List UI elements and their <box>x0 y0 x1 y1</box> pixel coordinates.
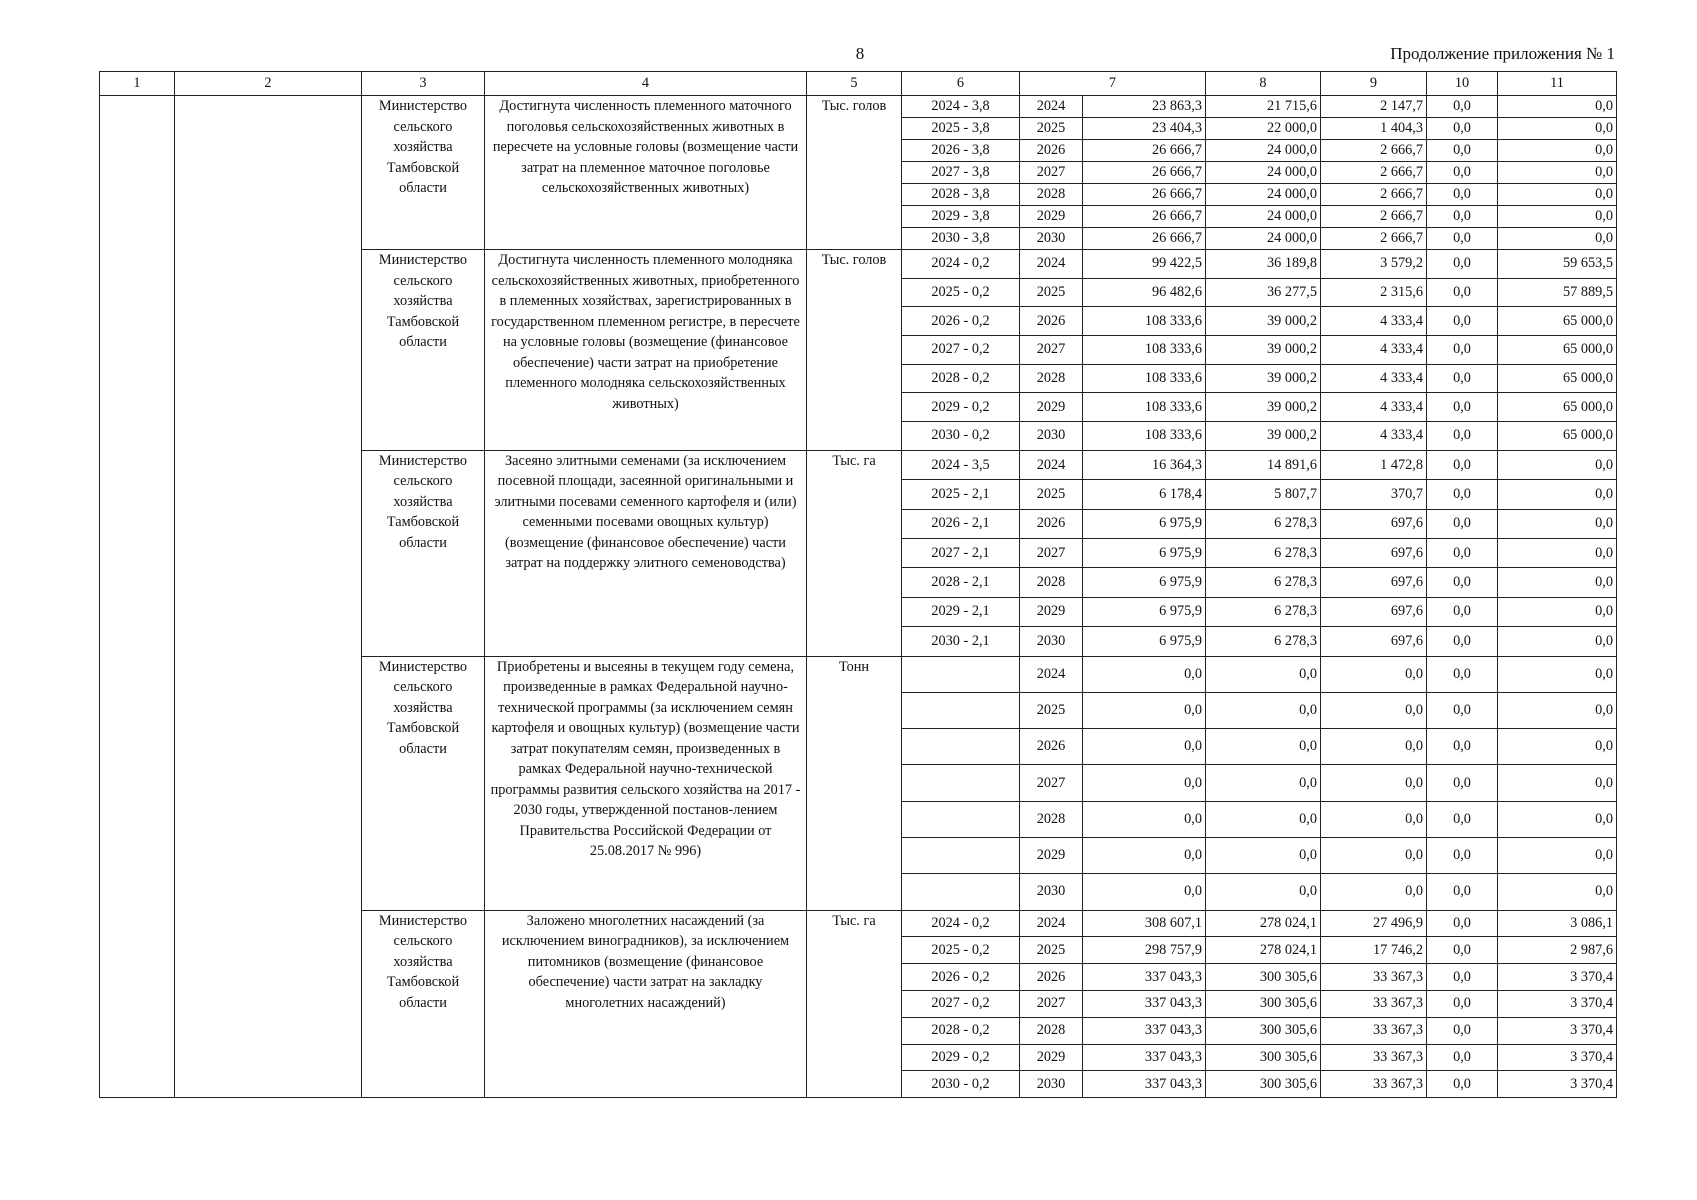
col-8-cell: 6 278,3 <box>1206 597 1321 626</box>
col-11-cell: 0,0 <box>1498 874 1617 910</box>
year-cell: 2029 <box>1020 1044 1083 1071</box>
col-10-cell: 0,0 <box>1427 140 1498 162</box>
col-10-cell: 0,0 <box>1427 964 1498 991</box>
total-cell: 0,0 <box>1083 874 1206 910</box>
col-8-cell: 6 278,3 <box>1206 509 1321 538</box>
total-cell: 337 043,3 <box>1083 964 1206 991</box>
year-cell: 2026 <box>1020 964 1083 991</box>
indicator-cell: 2027 - 3,8 <box>902 162 1020 184</box>
year-cell: 2028 <box>1020 801 1083 837</box>
col-9-cell: 33 367,3 <box>1321 1071 1427 1098</box>
indicator-cell: 2028 - 2,1 <box>902 568 1020 597</box>
total-cell: 16 364,3 <box>1083 450 1206 479</box>
col-9-cell: 0,0 <box>1321 765 1427 801</box>
year-cell: 2029 <box>1020 597 1083 626</box>
col-11-cell: 0,0 <box>1498 538 1617 567</box>
col-11-cell: 65 000,0 <box>1498 364 1617 393</box>
col-10-cell: 0,0 <box>1427 597 1498 626</box>
header-col-5: 5 <box>807 72 902 96</box>
indicator-cell: 2025 - 2,1 <box>902 480 1020 509</box>
col-11-cell: 0,0 <box>1498 184 1617 206</box>
col-9-cell: 0,0 <box>1321 656 1427 692</box>
total-cell: 0,0 <box>1083 801 1206 837</box>
description-cell: Приобретены и высеяны в текущем году семена, произведенные в рамках Федеральной научно-технической программы (за исключением семян картофеля и овощных культур) (возмещение части затрат покупателям семян, произведенных в рамках Федеральной научно-технической программы развития сельского хозяйства на 2017 - 2030 годы, утвержденной постанов-лением Правительства Российской Федерации от 25.08.2017 № 996) <box>485 656 807 910</box>
col-9-cell: 4 333,4 <box>1321 336 1427 365</box>
col-8-cell: 6 278,3 <box>1206 538 1321 567</box>
header-col-8: 8 <box>1206 72 1321 96</box>
indicator-cell: 2028 - 0,2 <box>902 1017 1020 1044</box>
col-10-cell: 0,0 <box>1427 162 1498 184</box>
col-8-cell: 24 000,0 <box>1206 228 1321 250</box>
indicator-cell: 2030 - 2,1 <box>902 627 1020 656</box>
total-cell: 0,0 <box>1083 656 1206 692</box>
col-9-cell: 17 746,2 <box>1321 937 1427 964</box>
total-cell: 6 975,9 <box>1083 509 1206 538</box>
description-cell: Засеяно элитными семенами (за исключением посевной площади, засеянной оригинальными и элитными посевами семенного картофеля и (или) семенными посевами овощных культур) (возмещение (финансовое обеспечение) части затрат на поддержку элитного семеноводства) <box>485 450 807 656</box>
indicator-cell: 2029 - 3,8 <box>902 206 1020 228</box>
indicator-cell: 2030 - 0,2 <box>902 1071 1020 1098</box>
col-10-cell: 0,0 <box>1427 656 1498 692</box>
col-9-cell: 33 367,3 <box>1321 1044 1427 1071</box>
indicator-cell: 2028 - 3,8 <box>902 184 1020 206</box>
col-11-cell: 0,0 <box>1498 656 1617 692</box>
year-cell: 2024 <box>1020 910 1083 937</box>
year-cell: 2025 <box>1020 480 1083 509</box>
unit-cell: Тонн <box>807 656 902 910</box>
col-11-cell: 3 370,4 <box>1498 1044 1617 1071</box>
header-col-9: 9 <box>1321 72 1427 96</box>
indicator-cell: 2028 - 0,2 <box>902 364 1020 393</box>
col-10-cell: 0,0 <box>1427 1017 1498 1044</box>
header-row <box>100 72 1617 96</box>
unit-cell: Тыс. голов <box>807 250 902 451</box>
col-10-cell: 0,0 <box>1427 937 1498 964</box>
col-10-cell: 0,0 <box>1427 278 1498 307</box>
indicator-cell: 2025 - 0,2 <box>902 278 1020 307</box>
col-11-cell: 0,0 <box>1498 140 1617 162</box>
col-9-cell: 4 333,4 <box>1321 393 1427 422</box>
total-cell: 96 482,6 <box>1083 278 1206 307</box>
col-8-cell: 278 024,1 <box>1206 937 1321 964</box>
col-11-cell: 0,0 <box>1498 118 1617 140</box>
col-10-cell: 0,0 <box>1427 1044 1498 1071</box>
total-cell: 26 666,7 <box>1083 140 1206 162</box>
indicator-cell: 2026 - 2,1 <box>902 509 1020 538</box>
col-11-cell: 3 370,4 <box>1498 1017 1617 1044</box>
indicator-cell: 2029 - 0,2 <box>902 393 1020 422</box>
year-cell: 2027 <box>1020 162 1083 184</box>
indicator-cell: 2027 - 0,2 <box>902 336 1020 365</box>
col-10-cell: 0,0 <box>1427 910 1498 937</box>
col-10-cell: 0,0 <box>1427 118 1498 140</box>
indicator-cell <box>902 874 1020 910</box>
col-11-cell: 3 370,4 <box>1498 991 1617 1018</box>
description-cell: Достигнута численность племенного молодняка сельскохозяйственных животных, приобретенного в племенных хозяйствах, зарегистрированных в государственном племенном регистре, в пересчете на условные головы (возмещение (финансовое обеспечение) части затрат на приобретение племенного молодняка сельскохозяйственных животных) <box>485 250 807 451</box>
col-11-cell: 0,0 <box>1498 228 1617 250</box>
col-8-cell: 5 807,7 <box>1206 480 1321 509</box>
col-11-cell: 3 370,4 <box>1498 964 1617 991</box>
col-11-cell: 65 000,0 <box>1498 422 1617 451</box>
total-cell: 23 863,3 <box>1083 96 1206 118</box>
year-cell: 2028 <box>1020 364 1083 393</box>
year-cell: 2026 <box>1020 307 1083 336</box>
col-8-cell: 14 891,6 <box>1206 450 1321 479</box>
col-10-cell: 0,0 <box>1427 874 1498 910</box>
total-cell: 0,0 <box>1083 729 1206 765</box>
col-9-cell: 697,6 <box>1321 509 1427 538</box>
col-11-cell: 0,0 <box>1498 162 1617 184</box>
col-10-cell: 0,0 <box>1427 991 1498 1018</box>
col-10-cell: 0,0 <box>1427 184 1498 206</box>
col-9-cell: 3 579,2 <box>1321 250 1427 279</box>
year-cell: 2028 <box>1020 184 1083 206</box>
col-8-cell: 0,0 <box>1206 874 1321 910</box>
appendix-table <box>99 71 1617 1098</box>
col-8-cell: 300 305,6 <box>1206 1071 1321 1098</box>
col-9-cell: 4 333,4 <box>1321 422 1427 451</box>
col-9-cell: 2 147,7 <box>1321 96 1427 118</box>
col-10-cell: 0,0 <box>1427 838 1498 874</box>
year-cell: 2029 <box>1020 838 1083 874</box>
col-10-cell: 0,0 <box>1427 480 1498 509</box>
col-10-cell: 0,0 <box>1427 250 1498 279</box>
col-9-cell: 697,6 <box>1321 568 1427 597</box>
year-cell: 2030 <box>1020 228 1083 250</box>
col-11-cell: 65 000,0 <box>1498 393 1617 422</box>
indicator-cell: 2026 - 3,8 <box>902 140 1020 162</box>
col-8-cell: 6 278,3 <box>1206 627 1321 656</box>
col-11-cell: 0,0 <box>1498 729 1617 765</box>
col-9-cell: 4 333,4 <box>1321 364 1427 393</box>
indicator-cell <box>902 838 1020 874</box>
col-10-cell: 0,0 <box>1427 1071 1498 1098</box>
col-11-cell: 0,0 <box>1498 509 1617 538</box>
indicator-cell: 2024 - 3,5 <box>902 450 1020 479</box>
description-cell: Достигнута численность племенного маточного поголовья сельскохозяйственных животных в пересчете на условные головы (возмещение части затрат на племенное маточное поголовье сельскохозяйственных животных) <box>485 96 807 250</box>
year-cell: 2025 <box>1020 278 1083 307</box>
col-10-cell: 0,0 <box>1427 692 1498 728</box>
col-9-cell: 27 496,9 <box>1321 910 1427 937</box>
total-cell: 26 666,7 <box>1083 228 1206 250</box>
header-col-2: 2 <box>175 72 362 96</box>
col-8-cell: 0,0 <box>1206 692 1321 728</box>
col-8-cell: 39 000,2 <box>1206 307 1321 336</box>
total-cell: 6 975,9 <box>1083 568 1206 597</box>
total-cell: 298 757,9 <box>1083 937 1206 964</box>
col-10-cell: 0,0 <box>1427 393 1498 422</box>
col-8-cell: 24 000,0 <box>1206 206 1321 228</box>
indicator-cell: 2026 - 0,2 <box>902 307 1020 336</box>
col-8-cell: 0,0 <box>1206 765 1321 801</box>
table-body <box>100 96 1617 1098</box>
col-1-cell <box>100 96 175 1098</box>
col-10-cell: 0,0 <box>1427 538 1498 567</box>
table-row <box>100 96 1617 118</box>
year-cell: 2026 <box>1020 509 1083 538</box>
total-cell: 0,0 <box>1083 838 1206 874</box>
col-11-cell: 0,0 <box>1498 206 1617 228</box>
unit-cell: Тыс. га <box>807 450 902 656</box>
col-9-cell: 697,6 <box>1321 538 1427 567</box>
col-9-cell: 2 666,7 <box>1321 228 1427 250</box>
col-10-cell: 0,0 <box>1427 307 1498 336</box>
col-11-cell: 0,0 <box>1498 480 1617 509</box>
col-9-cell: 33 367,3 <box>1321 1017 1427 1044</box>
col-8-cell: 300 305,6 <box>1206 964 1321 991</box>
executor-cell: Министерство сельского хозяйства Тамбовской области <box>362 910 485 1098</box>
col-10-cell: 0,0 <box>1427 509 1498 538</box>
col-10-cell: 0,0 <box>1427 568 1498 597</box>
col-10-cell: 0,0 <box>1427 206 1498 228</box>
col-9-cell: 2 666,7 <box>1321 162 1427 184</box>
year-cell: 2030 <box>1020 627 1083 656</box>
col-11-cell: 0,0 <box>1498 627 1617 656</box>
col-8-cell: 24 000,0 <box>1206 140 1321 162</box>
col-11-cell: 59 653,5 <box>1498 250 1617 279</box>
col-8-cell: 21 715,6 <box>1206 96 1321 118</box>
col-10-cell: 0,0 <box>1427 801 1498 837</box>
indicator-cell <box>902 801 1020 837</box>
col-11-cell: 65 000,0 <box>1498 336 1617 365</box>
col-8-cell: 22 000,0 <box>1206 118 1321 140</box>
header-col-6: 6 <box>902 72 1020 96</box>
col-8-cell: 0,0 <box>1206 838 1321 874</box>
col-9-cell: 0,0 <box>1321 838 1427 874</box>
col-10-cell: 0,0 <box>1427 336 1498 365</box>
total-cell: 337 043,3 <box>1083 1071 1206 1098</box>
col-8-cell: 0,0 <box>1206 801 1321 837</box>
col-11-cell: 0,0 <box>1498 692 1617 728</box>
indicator-cell: 2025 - 3,8 <box>902 118 1020 140</box>
col-11-cell: 2 987,6 <box>1498 937 1617 964</box>
year-cell: 2030 <box>1020 1071 1083 1098</box>
year-cell: 2024 <box>1020 250 1083 279</box>
col-9-cell: 370,7 <box>1321 480 1427 509</box>
executor-cell: Министерство сельского хозяйства Тамбовской области <box>362 250 485 451</box>
col-10-cell: 0,0 <box>1427 450 1498 479</box>
col-9-cell: 1 472,8 <box>1321 450 1427 479</box>
indicator-cell: 2030 - 0,2 <box>902 422 1020 451</box>
total-cell: 308 607,1 <box>1083 910 1206 937</box>
col-8-cell: 39 000,2 <box>1206 336 1321 365</box>
col-10-cell: 0,0 <box>1427 627 1498 656</box>
indicator-cell: 2024 - 0,2 <box>902 250 1020 279</box>
indicator-cell: 2025 - 0,2 <box>902 937 1020 964</box>
col-11-cell: 0,0 <box>1498 801 1617 837</box>
indicator-cell: 2024 - 0,2 <box>902 910 1020 937</box>
col-10-cell: 0,0 <box>1427 364 1498 393</box>
year-cell: 2025 <box>1020 118 1083 140</box>
col-9-cell: 697,6 <box>1321 627 1427 656</box>
col-9-cell: 4 333,4 <box>1321 307 1427 336</box>
col-8-cell: 39 000,2 <box>1206 422 1321 451</box>
col-9-cell: 33 367,3 <box>1321 964 1427 991</box>
header-col-10: 10 <box>1427 72 1498 96</box>
total-cell: 108 333,6 <box>1083 336 1206 365</box>
col-11-cell: 3 370,4 <box>1498 1071 1617 1098</box>
total-cell: 6 975,9 <box>1083 597 1206 626</box>
year-cell: 2030 <box>1020 874 1083 910</box>
col-11-cell: 0,0 <box>1498 450 1617 479</box>
col-8-cell: 36 277,5 <box>1206 278 1321 307</box>
year-cell: 2027 <box>1020 765 1083 801</box>
col-8-cell: 39 000,2 <box>1206 364 1321 393</box>
col-2-cell <box>175 96 362 1098</box>
header-col-11: 11 <box>1498 72 1617 96</box>
col-9-cell: 0,0 <box>1321 692 1427 728</box>
year-cell: 2030 <box>1020 422 1083 451</box>
total-cell: 23 404,3 <box>1083 118 1206 140</box>
year-cell: 2024 <box>1020 450 1083 479</box>
year-cell: 2027 <box>1020 991 1083 1018</box>
indicator-cell: 2027 - 2,1 <box>902 538 1020 567</box>
total-cell: 108 333,6 <box>1083 307 1206 336</box>
col-8-cell: 39 000,2 <box>1206 393 1321 422</box>
year-cell: 2028 <box>1020 568 1083 597</box>
col-8-cell: 6 278,3 <box>1206 568 1321 597</box>
col-11-cell: 57 889,5 <box>1498 278 1617 307</box>
col-8-cell: 300 305,6 <box>1206 991 1321 1018</box>
executor-cell: Министерство сельского хозяйства Тамбовской области <box>362 656 485 910</box>
total-cell: 108 333,6 <box>1083 422 1206 451</box>
col-9-cell: 2 666,7 <box>1321 206 1427 228</box>
col-9-cell: 2 315,6 <box>1321 278 1427 307</box>
total-cell: 99 422,5 <box>1083 250 1206 279</box>
total-cell: 108 333,6 <box>1083 364 1206 393</box>
total-cell: 337 043,3 <box>1083 1017 1206 1044</box>
indicator-cell: 2027 - 0,2 <box>902 991 1020 1018</box>
year-cell: 2026 <box>1020 140 1083 162</box>
col-10-cell: 0,0 <box>1427 422 1498 451</box>
page-number: 8 <box>855 44 865 63</box>
col-11-cell: 65 000,0 <box>1498 307 1617 336</box>
year-cell: 2026 <box>1020 729 1083 765</box>
indicator-cell: 2026 - 0,2 <box>902 964 1020 991</box>
year-cell: 2024 <box>1020 96 1083 118</box>
header-col-7: 7 <box>1020 72 1206 96</box>
header-col-4: 4 <box>485 72 807 96</box>
col-11-cell: 0,0 <box>1498 568 1617 597</box>
col-8-cell: 24 000,0 <box>1206 162 1321 184</box>
year-cell: 2025 <box>1020 937 1083 964</box>
col-8-cell: 0,0 <box>1206 656 1321 692</box>
col-8-cell: 300 305,6 <box>1206 1044 1321 1071</box>
year-cell: 2027 <box>1020 336 1083 365</box>
col-9-cell: 2 666,7 <box>1321 140 1427 162</box>
executor-cell: Министерство сельского хозяйства Тамбовской области <box>362 96 485 250</box>
year-cell: 2025 <box>1020 692 1083 728</box>
total-cell: 26 666,7 <box>1083 206 1206 228</box>
indicator-cell <box>902 656 1020 692</box>
indicator-cell: 2030 - 3,8 <box>902 228 1020 250</box>
col-11-cell: 0,0 <box>1498 838 1617 874</box>
total-cell: 337 043,3 <box>1083 991 1206 1018</box>
description-cell: Заложено многолетних насаждений (за исключением виноградников), за исключением питомников (возмещение (финансовое обеспечение) части затрат на закладку многолетних насаждений) <box>485 910 807 1098</box>
total-cell: 6 975,9 <box>1083 627 1206 656</box>
continuation-label: Продолжение приложения № 1 <box>1390 44 1615 63</box>
col-11-cell: 0,0 <box>1498 597 1617 626</box>
total-cell: 0,0 <box>1083 692 1206 728</box>
year-cell: 2029 <box>1020 206 1083 228</box>
indicator-cell: 2029 - 2,1 <box>902 597 1020 626</box>
unit-cell: Тыс. га <box>807 910 902 1098</box>
total-cell: 26 666,7 <box>1083 184 1206 206</box>
indicator-cell: 2024 - 3,8 <box>902 96 1020 118</box>
total-cell: 108 333,6 <box>1083 393 1206 422</box>
header-col-1: 1 <box>100 72 175 96</box>
indicator-cell <box>902 692 1020 728</box>
col-11-cell: 0,0 <box>1498 765 1617 801</box>
year-cell: 2027 <box>1020 538 1083 567</box>
total-cell: 0,0 <box>1083 765 1206 801</box>
col-10-cell: 0,0 <box>1427 765 1498 801</box>
year-cell: 2028 <box>1020 1017 1083 1044</box>
col-8-cell: 24 000,0 <box>1206 184 1321 206</box>
indicator-cell <box>902 729 1020 765</box>
year-cell: 2029 <box>1020 393 1083 422</box>
col-8-cell: 36 189,8 <box>1206 250 1321 279</box>
col-10-cell: 0,0 <box>1427 96 1498 118</box>
total-cell: 26 666,7 <box>1083 162 1206 184</box>
col-8-cell: 300 305,6 <box>1206 1017 1321 1044</box>
col-9-cell: 0,0 <box>1321 729 1427 765</box>
col-9-cell: 0,0 <box>1321 874 1427 910</box>
unit-cell: Тыс. голов <box>807 96 902 250</box>
col-9-cell: 33 367,3 <box>1321 991 1427 1018</box>
col-11-cell: 0,0 <box>1498 96 1617 118</box>
col-10-cell: 0,0 <box>1427 729 1498 765</box>
col-9-cell: 2 666,7 <box>1321 184 1427 206</box>
col-10-cell: 0,0 <box>1427 228 1498 250</box>
total-cell: 6 975,9 <box>1083 538 1206 567</box>
total-cell: 337 043,3 <box>1083 1044 1206 1071</box>
col-9-cell: 1 404,3 <box>1321 118 1427 140</box>
year-cell: 2024 <box>1020 656 1083 692</box>
total-cell: 6 178,4 <box>1083 480 1206 509</box>
col-9-cell: 0,0 <box>1321 801 1427 837</box>
indicator-cell <box>902 765 1020 801</box>
col-8-cell: 278 024,1 <box>1206 910 1321 937</box>
col-9-cell: 697,6 <box>1321 597 1427 626</box>
executor-cell: Министерство сельского хозяйства Тамбовской области <box>362 450 485 656</box>
indicator-cell: 2029 - 0,2 <box>902 1044 1020 1071</box>
col-8-cell: 0,0 <box>1206 729 1321 765</box>
header-col-3: 3 <box>362 72 485 96</box>
col-11-cell: 3 086,1 <box>1498 910 1617 937</box>
